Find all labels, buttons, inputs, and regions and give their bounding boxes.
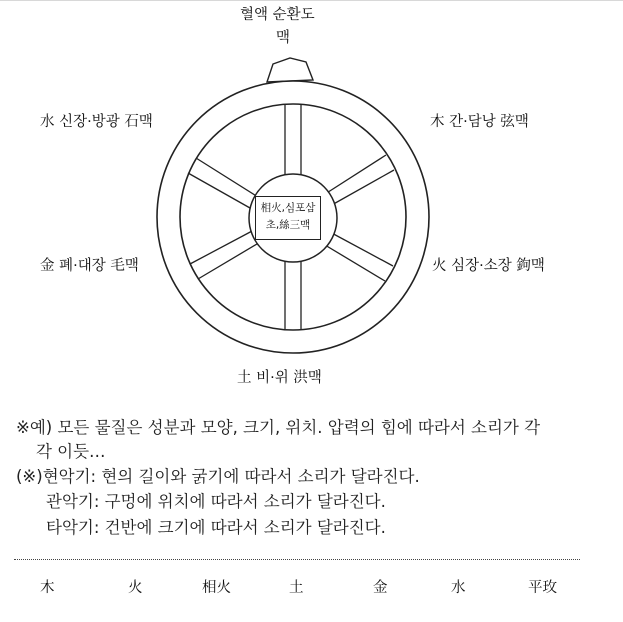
element-label: 木: [40, 580, 55, 596]
dotted-divider: [14, 559, 580, 560]
note-line-5: 타악기: 건반에 크기에 따라서 소리가 달라진다.: [46, 518, 386, 537]
element-label: 金: [373, 580, 388, 596]
element-label: 水: [451, 580, 466, 596]
note-line-4: 관악기: 구멍에 위치에 따라서 소리가 달라진다.: [46, 492, 386, 511]
top-label-line1: 혈액 순환도: [240, 7, 315, 23]
element-label: 相火: [202, 580, 231, 596]
center-label-line1: 相火,심포삼: [260, 202, 316, 214]
lower-right-label: 火 심장·소장 鉤맥: [432, 258, 545, 274]
upper-left-label: 水 신장·방광 石맥: [40, 114, 153, 130]
wheel-top-knob: [267, 58, 313, 82]
note-line-2: 각 이듯…: [36, 442, 106, 461]
bottom-label: 土 비·위 洪맥: [237, 370, 322, 386]
lower-left-label: 金 폐·대장 毛맥: [40, 258, 139, 274]
top-label-line2: 맥: [276, 30, 291, 46]
center-label-line2: 초,絲三맥: [265, 219, 311, 231]
note-line-3: (※)현악기: 현의 길이와 굵기에 따라서 소리가 달라진다.: [16, 467, 420, 486]
wheel-center-label: [255, 196, 321, 240]
note-line-1: ※예) 모든 물질은 성분과 모양, 크기, 위치. 압력의 힘에 따라서 소리가 각: [16, 418, 541, 437]
element-label: 土: [289, 580, 304, 596]
element-label: 火: [128, 580, 143, 596]
element-label: 平玫: [528, 580, 557, 596]
upper-right-label: 木 간·담낭 弦맥: [430, 114, 529, 130]
